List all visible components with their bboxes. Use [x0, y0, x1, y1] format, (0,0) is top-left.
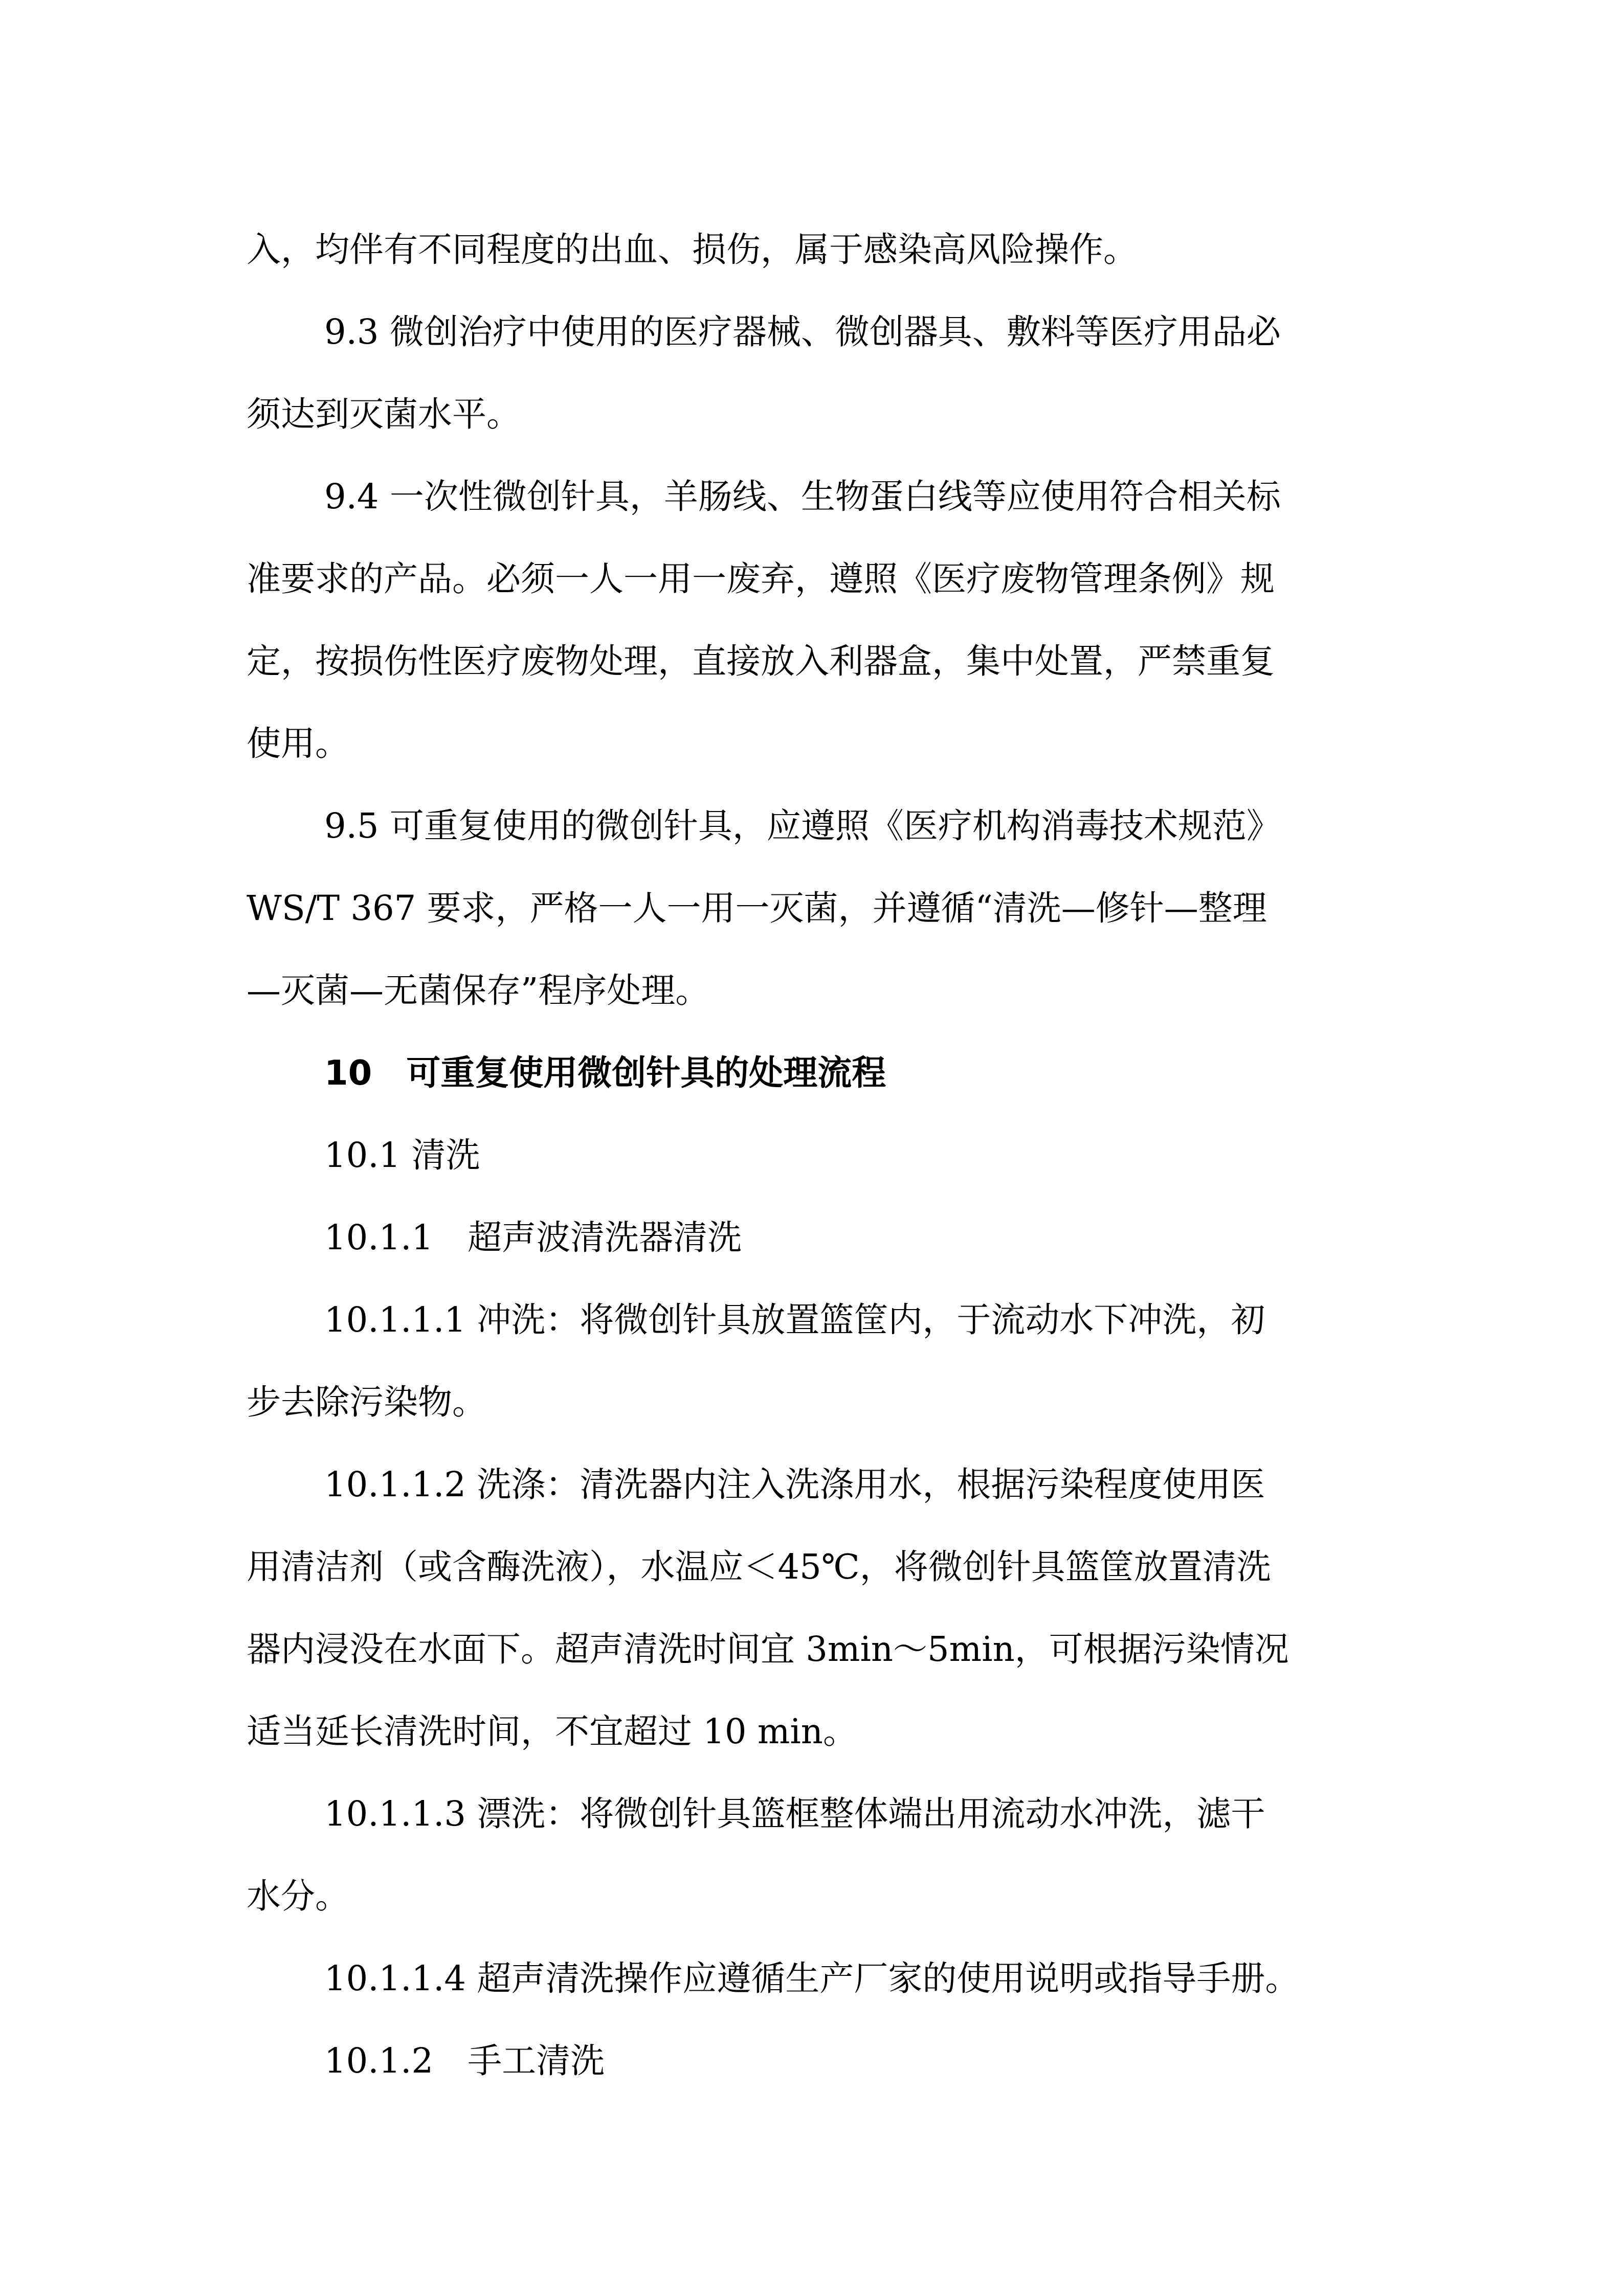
text-line: 9.5 可重复使用的微创针具，应遵照《医疗机构消毒技术规范》 [324, 806, 1281, 846]
paragraph-9-2-continued [247, 209, 1403, 291]
text-line: 使用。 [247, 724, 349, 763]
text-line: —灭菌—无菌保存”程序处理。 [247, 971, 710, 1010]
text-line: WS/T 367 要求，严格一人一用一灭菌，并遵循“清洗—修针—整理 [247, 888, 1267, 928]
paragraph-9-3 [247, 291, 1403, 456]
text-line: 准要求的产品。必须一人一用一废弃，遵照《医疗废物管理条例》规 [247, 559, 1275, 599]
subsection-heading-10-1 [247, 1114, 1403, 1197]
text-line: 10.1.1.1 冲洗：将微创针具放置篮筐内，于流动水下冲洗，初 [324, 1300, 1265, 1340]
text-line: 须达到灭菌水平。 [247, 394, 521, 434]
text-line: 水分。 [247, 1876, 349, 1916]
text-line: 用清洁剂（或含酶洗液），水温应＜45℃，将微创针具篮筐放置清洗 [247, 1547, 1271, 1587]
text-line: 9.4 一次性微创针具，羊肠线、生物蛋白线等应使用符合相关标 [324, 477, 1281, 516]
paragraph-10-1-1-3 [247, 1773, 1403, 1938]
section-heading-10 [247, 1032, 1403, 1114]
document-body [247, 209, 1403, 2102]
text-line: 定，按损伤性医疗废物处理，直接放入利器盒，集中处置，严禁重复 [247, 641, 1275, 681]
paragraph-10-1-1-4 [247, 1938, 1403, 2020]
subsection-heading-10-1-1 [247, 1197, 1403, 1279]
text-line: 入，均伴有不同程度的出血、损伤，属于感染高风险操作。 [247, 230, 1138, 269]
text-line: 10.1.1 超声波清洗器清洗 [324, 1218, 742, 1257]
text-line: 10.1.1.2 洗涤：清洗器内注入洗涤用水，根据污染程度使用医 [324, 1465, 1265, 1504]
text-line: 10.1.1.4 超声清洗操作应遵循生产厂家的使用说明或指导手册。 [324, 1959, 1300, 1998]
section-heading-text: 10 可重复使用微创针具的处理流程 [324, 1053, 886, 1093]
text-line: 9.3 微创治疗中使用的医疗器械、微创器具、敷料等医疗用品必 [324, 312, 1281, 352]
text-line: 步去除污染物。 [247, 1382, 486, 1422]
text-line: 适当延长清洗时间，不宜超过 10 min。 [247, 1712, 857, 1751]
text-line: 器内浸没在水面下。超声清洗时间宜 3min～5min，可根据污染情况 [247, 1629, 1289, 1669]
paragraph-10-1-1-2 [247, 1444, 1403, 1773]
paragraph-10-1-1-1 [247, 1279, 1403, 1444]
subsection-heading-10-1-2 [247, 2020, 1403, 2102]
text-line: 10.1 清洗 [324, 1135, 480, 1175]
text-line: 10.1.2 手工清洗 [324, 2041, 605, 2081]
paragraph-9-4 [247, 456, 1403, 785]
paragraph-9-5 [247, 785, 1403, 1032]
text-line: 10.1.1.3 漂洗：将微创针具篮框整体端出用流动水冲洗，滤干 [324, 1794, 1265, 1834]
